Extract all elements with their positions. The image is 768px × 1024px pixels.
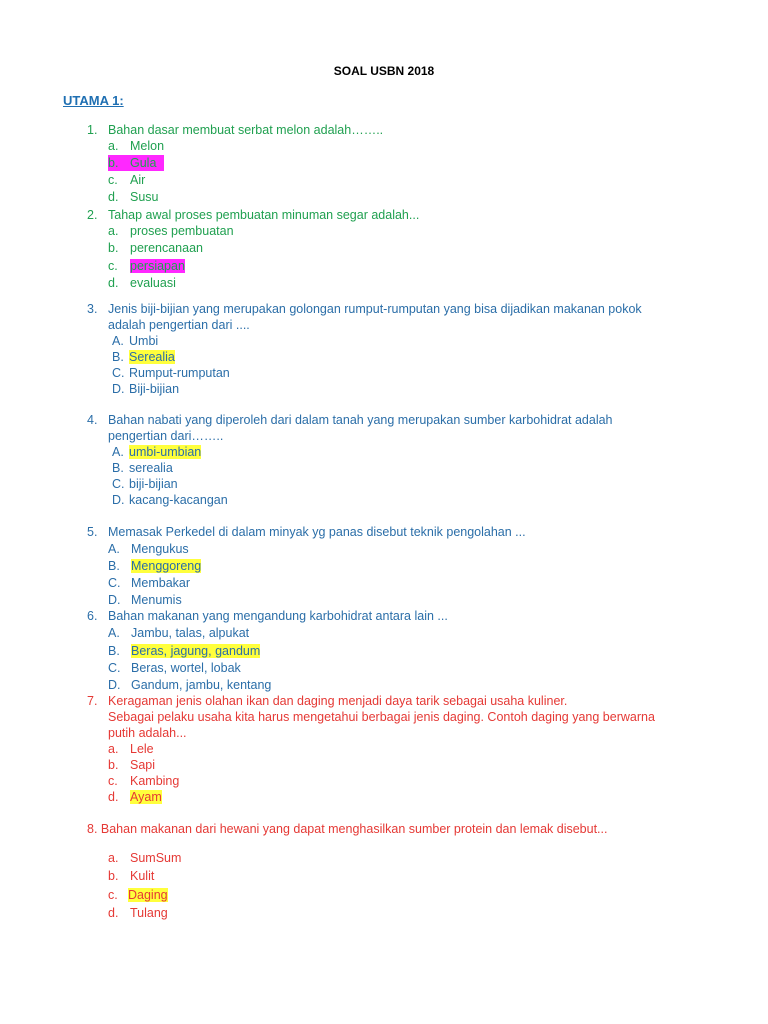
option-text: Daging [128,888,168,902]
option-text: Susu [130,190,159,204]
option-text: Menggoreng [131,559,202,573]
question-text: Tahap awal proses pembuatan minuman segar adalah... [108,208,420,222]
option-text: Sapi [130,758,156,772]
question-text: Jenis biji-bijian yang merupakan golongan rumput-rumputan yang bisa dijadikan makanan pokok [108,302,642,316]
option [112,333,158,349]
option [112,349,175,365]
question-text-continued: putih adalah... [108,726,187,740]
question-text: 8. Bahan makanan dari hewani yang dapat menghasilkan sumber protein dan lemak disebut... [87,822,608,836]
option [108,625,249,641]
option-letter: a. [108,851,119,865]
question-number: 1. [87,123,98,137]
option [112,444,201,460]
option-letter: B. [112,350,124,364]
option [108,868,154,884]
option-letter: a. [108,742,119,756]
question-text: Bahan nabati yang diperoleh dari dalam tanah yang merupakan sumber karbohidrat adalah [108,413,613,427]
option-letter: d. [108,906,119,920]
question-text-continued: pengertian dari…….. [108,429,224,443]
option-text: proses pembuatan [130,224,234,238]
option-letter: B. [108,559,120,573]
option-text: Beras, wortel, lobak [131,661,241,675]
option-text: Air [130,173,146,187]
option-text: umbi-umbian [129,445,202,459]
option [108,660,241,676]
section-heading: UTAMA 1: [63,93,124,108]
option-letter: B. [112,461,124,475]
question-text-continued: adalah pengertian dari .... [108,318,250,332]
option-letter: D. [108,593,121,607]
option [108,905,168,921]
option [112,460,173,476]
question-7 [87,693,717,741]
option-letter: A. [108,542,120,556]
option-letter: c. [108,774,118,788]
option-letter: d. [108,790,119,804]
option-letter: C. [112,477,125,491]
option-text: Melon [130,139,165,153]
question-2 [87,207,717,223]
option [108,887,168,903]
question-text: Bahan makanan yang mengandung karbohidrat antara lain ... [108,609,448,623]
option [108,643,260,659]
option-letter: c. [108,173,118,187]
question-text: Bahan dasar membuat serbat melon adalah…….. [108,123,384,137]
question-text-continued: Sebagai pelaku usaha kita harus mengetahui berbagai jenis daging. Contoh daging yang berwarna [108,710,655,724]
option-text: serealia [129,461,173,475]
option-letter: d. [108,276,119,290]
option-text: Membakar [131,576,191,590]
option [108,541,189,557]
option [108,677,271,693]
option-letter: c. [108,259,118,273]
question-1 [87,122,717,138]
question-4 [87,412,717,444]
question-number: 3. [87,302,98,316]
option-letter: D. [108,678,121,692]
option-text: Tulang [130,906,168,920]
option-text: evaluasi [130,276,176,290]
option [108,172,145,188]
question-8 [87,821,717,837]
option-letter: A. [112,445,124,459]
option-text: perencanaan [130,241,203,255]
option-text: Beras, jagung, gandum [131,644,261,658]
option-letter: c. [108,888,118,902]
question-number: 5. [87,525,98,539]
option-letter: C. [108,661,121,675]
question-number: 4. [87,413,98,427]
question-number: 7. [87,694,98,708]
option-text: Gula [130,156,157,170]
option [108,223,234,239]
page-title: SOAL USBN 2018 [333,64,435,78]
option-letter: b. [108,758,119,772]
option-text: Kambing [130,774,180,788]
question-3 [87,301,717,333]
option-letter: A. [108,626,120,640]
option-letter: C. [112,366,125,380]
option-letter: a. [108,224,119,238]
option-letter: b. [108,869,119,883]
option [108,155,164,171]
option [108,592,182,608]
question-number: 2. [87,208,98,222]
option-letter: d. [108,190,119,204]
option-letter: a. [108,139,119,153]
option-text: Rumput-rumputan [129,366,230,380]
option [112,365,230,381]
option [108,138,164,154]
option-text: kacang-kacangan [129,493,228,507]
option-text: Serealia [129,350,175,364]
option [108,189,159,205]
option [108,240,203,256]
option-letter: B. [108,644,120,658]
option-text: Mengukus [131,542,189,556]
option-text: Lele [130,742,154,756]
option [112,492,228,508]
option [108,757,155,773]
option [108,575,190,591]
question-5 [87,524,717,540]
option [108,850,181,866]
option [108,258,185,274]
option-text: Ayam [130,790,162,804]
option-text: Jambu, talas, alpukat [131,626,250,640]
option [108,558,201,574]
question-number: 6. [87,609,98,623]
option-text: SumSum [130,851,182,865]
option-text: Umbi [129,334,159,348]
option [108,741,154,757]
option-text: Menumis [131,593,182,607]
option [112,381,179,397]
option [108,275,176,291]
option-text: biji-bijian [129,477,178,491]
option-letter: b. [108,241,119,255]
question-6 [87,608,717,624]
question-text: Memasak Perkedel di dalam minyak yg panas disebut teknik pengolahan ... [108,525,526,539]
option-letter: b. [108,156,119,170]
option-letter: C. [108,576,121,590]
option-text: Biji-bijian [129,382,180,396]
option-letter: D. [112,382,125,396]
question-text: Keragaman jenis olahan ikan dan daging menjadi daya tarik sebagai usaha kuliner. [108,694,568,708]
option-letter: D. [112,493,125,507]
option [112,476,178,492]
option-letter: A. [112,334,124,348]
option-text: Kulit [130,869,155,883]
option [108,789,162,805]
option-text: persiapan [130,259,185,273]
option [108,773,179,789]
option-text: Gandum, jambu, kentang [131,678,272,692]
